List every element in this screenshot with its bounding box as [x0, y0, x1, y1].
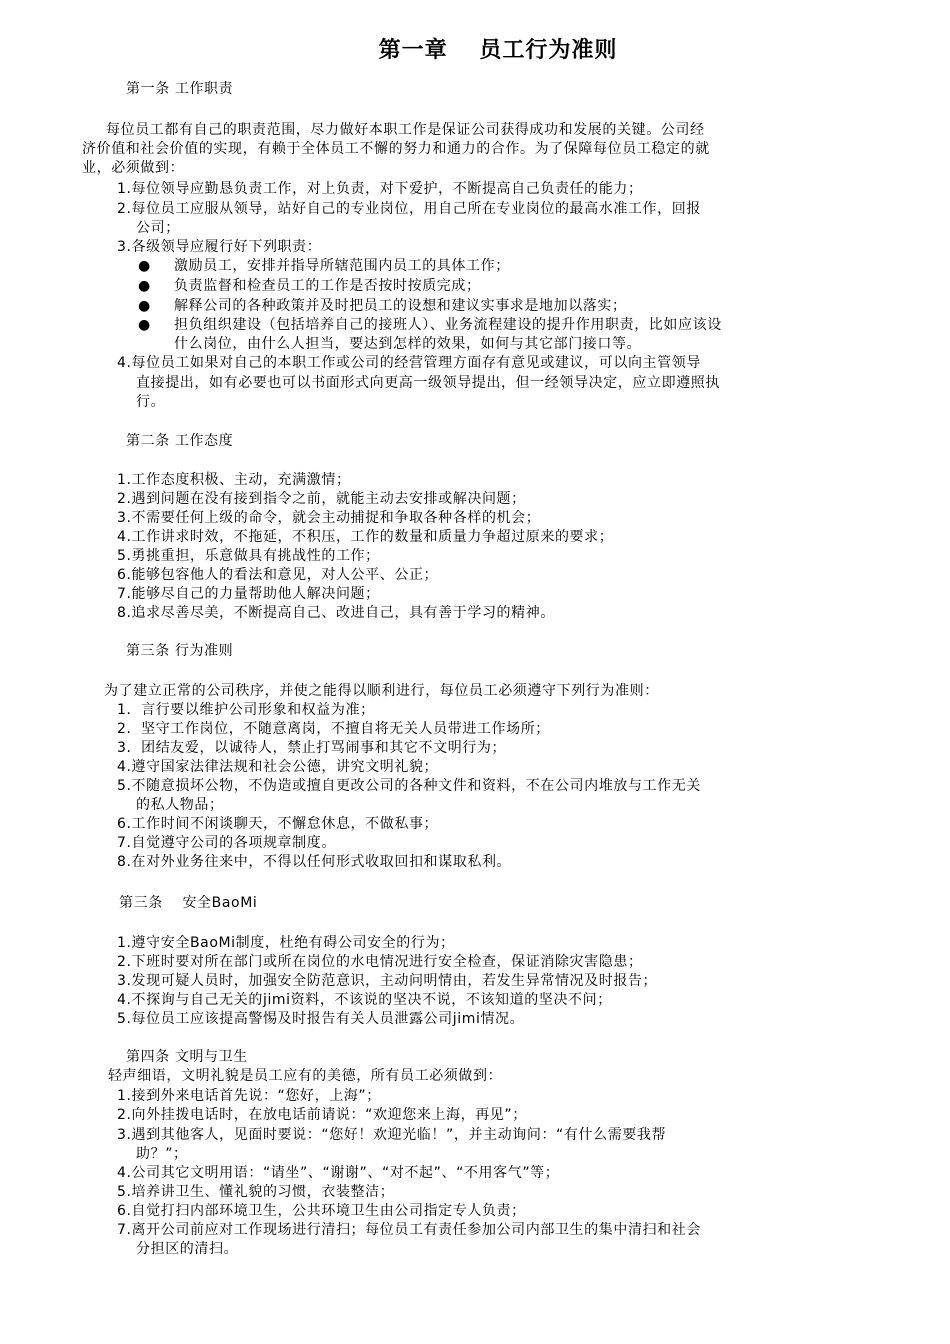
- list-item-continuation: 助？”；: [136, 1146, 188, 1162]
- bullet-icon: ●: [138, 298, 151, 314]
- list-item: 5.不随意损坏公物，不伪造或擅自更改公司的各种文件和资料，不在公司内堆放与工作无关: [117, 778, 701, 794]
- bullet-icon: ●: [138, 278, 151, 294]
- section-heading-1: 第一条 工作职责: [126, 81, 234, 97]
- list-item: 4.不探询与自己无关的jimi资料，不该说的坚决不说，不该知道的坚决不问；: [117, 992, 612, 1008]
- list-item-continuation: 分担区的清扫。: [136, 1241, 239, 1257]
- list-item: 4.工作讲求时效，不拖延，不积压，工作的数量和质量力争超过原来的要求；: [117, 529, 614, 545]
- list-item: 7.离开公司前应对工作现场进行清扫；每位员工有责任参加公司内部卫生的集中清扫和社会: [117, 1222, 701, 1238]
- list-item: 3．团结友爱，以诚待人，禁止打骂闹事和其它不文明行为；: [117, 740, 507, 756]
- bullet-item: 担负组织建设（包括培养自己的接班人）、业务流程建设的提升作用职责，比如应该设: [174, 317, 722, 333]
- section-intro: 轻声细语，文明礼貌是员工应有的美德，所有员工必须做到：: [108, 1068, 503, 1084]
- list-item: 7.能够尽自己的力量帮助他人解决问题；: [117, 586, 380, 602]
- list-item: 2．坚守工作岗位，不随意离岗，不擅自将无关人员带进工作场所；: [117, 721, 550, 737]
- section-intro: 为了建立正常的公司秩序，并使之能得以顺利进行，每位员工必须遵守下列行为准则：: [104, 683, 659, 699]
- paragraph-line: 济价值和社会价值的实现，有赖于全体员工不懈的努力和通力的合作。为了保障每位员工稳定的就: [82, 141, 710, 157]
- list-item: 7.自觉遵守公司的各项规章制度。: [117, 835, 336, 851]
- list-item: 1.每位领导应勤恳负责工作，对上负责，对下爱护，不断提高自己负责任的能力；: [117, 181, 643, 197]
- list-item: 3.发现可疑人员时，加强安全防范意识，主动问明情由，若发生异常情况及时报告；: [117, 973, 658, 989]
- list-item: 2.下班时要对所在部门或所在岗位的水电情况进行安全检查，保证消除灾害隐患；: [117, 954, 643, 970]
- list-item: 8.追求尽善尽美，不断提高自己、改进自己，具有善于学习的精神。: [117, 605, 555, 621]
- chapter-title: 第一章 员工行为准则: [378, 38, 618, 63]
- list-item: 3.不需要任何上级的命令，就会主动捕捉和争取各种各样的机会；: [117, 510, 541, 526]
- section-heading-2: 第二条 工作态度: [126, 433, 234, 449]
- bullet-item: 解释公司的各种政策并及时把员工的设想和建议实事求是地加以落实；: [174, 298, 627, 314]
- list-item: 2.向外挂拨电话时，在放电话前请说：“欢迎您来上海，再见”；: [117, 1107, 527, 1123]
- list-item: 2.遇到问题在没有接到指令之前，就能主动去安排或解决问题；: [117, 491, 526, 507]
- list-item-continuation: 直接提出，如有必要也可以书面形式向更高一级领导提出，但一经领导决定，应立即遵照执: [136, 375, 720, 391]
- bullet-icon: ●: [138, 317, 151, 333]
- bullet-item: 负责监督和检查员工的工作是否按时按质完成；: [174, 278, 481, 294]
- bullet-icon: ●: [138, 258, 151, 274]
- list-item: 6.工作时间不闲谈聊天，不懈怠休息，不做私事；: [117, 816, 439, 832]
- list-item: 4.每位员工如果对自己的本职工作或公司的经营管理方面存有意见或建议，可以向主管领导: [117, 355, 701, 371]
- list-item: 1.接到外来电话首先说：“您好，上海”；: [117, 1088, 381, 1104]
- section-heading-security: 第三条 安全BaoMi: [119, 895, 258, 911]
- list-item: 4.遵守国家法律法规和社会公德，讲究文明礼貌；: [117, 759, 439, 775]
- list-item: 8.在对外业务往来中，不得以任何形式收取回扣和谋取私利。: [117, 854, 512, 870]
- list-item: 5.培养讲卫生、懂礼貌的习惯，衣装整洁；: [117, 1184, 395, 1200]
- bullet-item: 激励员工，安排并指导所辖范围内员工的具体工作；: [174, 258, 510, 274]
- list-item-continuation: 公司；: [136, 220, 180, 236]
- list-item: 3.各级领导应履行好下列职责：: [117, 239, 322, 255]
- section-heading-4: 第四条 文明与卫生: [126, 1049, 248, 1065]
- list-item: 6.能够包容他人的看法和意见，对人公平、公正；: [117, 567, 439, 583]
- list-item: 1．言行要以维护公司形象和权益为准；: [117, 702, 375, 718]
- list-item: 3.遇到其他客人，见面时要说：“您好！欢迎光临！”，并主动询问：“有什么需要我帮: [117, 1127, 667, 1143]
- list-item: 5.勇挑重担，乐意做具有挑战性的工作；: [117, 548, 380, 564]
- list-item: 4.公司其它文明用语：“请坐”、“谢谢”、“对不起”、“不用客气”等；: [117, 1165, 560, 1181]
- list-item: 6.自觉打扫内部环境卫生，公共环境卫生由公司指定专人负责；: [117, 1203, 526, 1219]
- list-item-continuation: 的私人物品；: [136, 797, 224, 813]
- section-heading-3: 第三条 行为准则: [126, 643, 234, 659]
- list-item: 1.遵守安全BaoMi制度，杜绝有碍公司安全的行为；: [117, 935, 455, 951]
- paragraph-line: 业，必须做到：: [82, 160, 185, 176]
- paragraph-line: 每位员工都有自己的职责范围，尽力做好本职工作是保证公司获得成功和发展的关键。公司经: [106, 122, 705, 138]
- bullet-item-continuation: 什么岗位，由什么人担当，要达到怎样的效果，如何与其它部门接口等。: [174, 336, 642, 352]
- list-item: 2.每位员工应服从领导，站好自己的专业岗位，用自己所在专业岗位的最高水准工作，回报: [117, 201, 701, 217]
- list-item: 5.每位员工应该提高警惕及时报告有关人员泄露公司jimi情况。: [117, 1011, 525, 1027]
- list-item-continuation: 行。: [136, 394, 166, 410]
- list-item: 1.工作态度积极、主动，充满激情；: [117, 472, 351, 488]
